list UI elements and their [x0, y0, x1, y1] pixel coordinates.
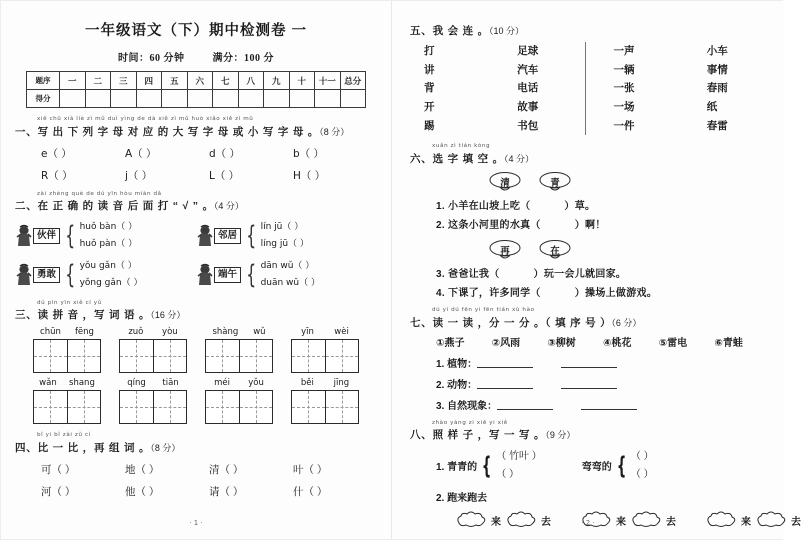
tianzige-pinyin	[33, 327, 101, 337]
page-right	[392, 1, 801, 539]
pinyin-option[interactable]: lín jū（ ）	[260, 222, 304, 233]
character-bubble[interactable]	[488, 171, 522, 193]
match-item[interactable]: 春雷	[706, 119, 728, 132]
score-col-total: 总分	[340, 72, 366, 90]
answer-slot[interactable]: （ ）	[630, 468, 654, 480]
tianzige-item	[291, 327, 377, 373]
tianzige-item	[33, 378, 119, 424]
tianzige-item	[119, 378, 205, 424]
pinyin-choice-item: 端午 { dān wǔ（ ） duān wǔ（ ）	[196, 258, 377, 291]
exam-meta	[15, 49, 377, 64]
match-item[interactable]: 纸	[706, 101, 718, 114]
section-7-title: 七、读 一 读 ，分 一 分 。（ 填 序 号 ）	[410, 316, 612, 329]
matching-column-left-targets	[495, 42, 580, 135]
pinyin-syllable: běi	[300, 378, 314, 389]
matching-exercise	[410, 42, 770, 135]
score-cell[interactable]	[111, 90, 137, 108]
score-cell[interactable]	[315, 90, 341, 108]
tianzige-pinyin	[119, 327, 187, 337]
score-col-5: 五	[162, 72, 188, 90]
section-6-title: 六、选 字 填 空 。	[410, 153, 504, 166]
pinyin-option[interactable]: yǒng gǎn（ ）	[79, 278, 143, 289]
word-build-item[interactable]: 清（ ）	[209, 463, 244, 476]
question-text: 2. 这条小河里的水真（	[436, 220, 541, 232]
score-col-2: 二	[85, 72, 111, 90]
score-table	[26, 71, 366, 108]
pinyin-syllable: fēng	[74, 327, 94, 338]
pinyin-options	[80, 258, 143, 291]
pattern-answers	[496, 448, 542, 483]
character-bubbles-group-1	[410, 171, 770, 193]
match-item[interactable]: 春雨	[706, 82, 728, 95]
match-item[interactable]: 一辆	[613, 63, 635, 76]
letter-item[interactable]: b（ ）	[293, 147, 325, 160]
pinyin-option[interactable]: duān wǔ（ ）	[260, 278, 320, 289]
letter-item[interactable]: L（ ）	[209, 169, 240, 182]
section-1	[15, 117, 377, 183]
match-item[interactable]: 一件	[613, 119, 635, 132]
section-2-points: （4 分）	[213, 201, 244, 212]
pinyin-option[interactable]: líng jū（ ）	[260, 238, 309, 249]
match-item[interactable]: 一张	[613, 82, 635, 95]
section-1-pinyin: xiě chū xià liè zì mǔ duì yìng de dà xiě zì mǔ huò xiǎo xiě zì mǔ	[37, 116, 254, 122]
pinyin-syllable: qíng	[127, 378, 146, 389]
section-4-row-1	[41, 462, 377, 477]
pattern-group: 1. 青青的 { （ 竹叶 ） （ ）	[436, 448, 542, 483]
section-3-pinyin: dú pīn yīn xiě cí yǔ	[37, 299, 102, 306]
pinyin-option[interactable]: huǒ pàn（ ）	[79, 238, 138, 249]
tianzige-pinyin	[291, 378, 359, 388]
tianzige-box[interactable]	[205, 390, 273, 424]
section-2-row-1	[15, 219, 377, 252]
section-3-heading	[15, 307, 377, 322]
match-item[interactable]: 背	[424, 82, 435, 95]
score-cell[interactable]	[264, 90, 290, 108]
category-line	[436, 376, 770, 391]
section-5	[410, 23, 770, 135]
cloud-word: 来	[741, 516, 751, 528]
cloud-word: 去	[666, 516, 676, 528]
section-4-points: （8 分）	[150, 442, 181, 453]
letter-item[interactable]: H（ ）	[293, 169, 326, 182]
match-item[interactable]: 开	[424, 101, 435, 114]
section-3-title: 三、读 拼 音 ，写 词 语 。	[15, 309, 151, 322]
word-build-item[interactable]: 请（ ）	[209, 485, 244, 498]
section-8-sub-question: 2. 跑来跑去	[436, 493, 488, 505]
section-8-title: 八、照 样 子 ，写 一 写 。	[410, 429, 546, 442]
section-7-pinyin: dú yi dú fēn yi fēn tián xù hào	[432, 307, 535, 314]
score-col-6: 六	[187, 72, 213, 90]
question-text-end: ）操场上做游戏。	[574, 288, 658, 300]
page-number-left: · 1 ·	[189, 519, 203, 527]
pinyin-syllable: yǒu	[248, 378, 264, 389]
matching-column-left	[410, 42, 495, 135]
pinyin-syllable: zuǒ	[128, 327, 144, 338]
score-cell[interactable]	[238, 90, 264, 108]
option-item[interactable]: ④桃花	[603, 337, 632, 349]
bubble-label: 青	[550, 178, 560, 190]
match-item[interactable]: 事情	[706, 63, 728, 76]
match-item[interactable]: 一声	[613, 45, 635, 57]
score-cell[interactable]	[187, 90, 213, 108]
option-item[interactable]: ①燕子	[436, 337, 465, 349]
matching-group-right	[585, 42, 771, 135]
category-label: 3. 自然现象：	[436, 400, 498, 412]
section-8-row-1	[436, 448, 770, 483]
pinyin-choice-item: 勇敢 { yǒu gǎn（ ） yǒng gǎn（ ）	[15, 258, 196, 291]
character-bubbles-group-2	[410, 239, 770, 261]
child-illustration-icon	[15, 264, 35, 286]
tianzige-pinyin	[33, 378, 101, 388]
section-4-row-2	[41, 484, 377, 499]
section-4	[15, 433, 377, 499]
pinyin-choice-item: 邻居 { lín jū（ ） líng jū（ ）	[196, 219, 377, 252]
fill-blank-question	[436, 265, 770, 280]
match-item[interactable]: 讲	[424, 63, 435, 76]
score-col-7: 七	[213, 72, 239, 90]
character-bubble[interactable]	[538, 239, 572, 261]
child-illustration-icon	[196, 225, 216, 247]
cloud-word: 来	[616, 516, 626, 528]
character-bubble[interactable]	[538, 171, 572, 193]
option-item[interactable]: ⑤雷电	[658, 337, 688, 349]
fill-blank-question	[436, 284, 770, 299]
question-text: 3. 爸爸让我（	[436, 269, 500, 281]
tianzige-pinyin	[291, 327, 359, 337]
answer-slot[interactable]: （ ）	[630, 451, 654, 463]
word-build-item[interactable]: 他（ ）	[125, 485, 160, 498]
section-6-pinyin: xuǎn zì tián kòng	[432, 143, 491, 150]
section-8-points: （9 分）	[545, 430, 576, 441]
matching-group-left	[410, 42, 581, 135]
pinyin-syllable: wǔ	[253, 327, 266, 338]
section-7	[410, 308, 770, 412]
word-label: 邻居	[214, 228, 241, 243]
tianzige-box[interactable]	[205, 339, 273, 373]
question-text: 1. 小羊在山坡上吃（	[436, 201, 531, 213]
score-col-3: 三	[111, 72, 137, 90]
match-item[interactable]: 打	[424, 45, 435, 57]
section-3	[15, 301, 377, 425]
section-2-heading	[15, 198, 377, 213]
bubble-label: 清	[500, 178, 510, 190]
answer-slot[interactable]: （ 竹叶 ）	[496, 451, 542, 463]
score-cell[interactable]	[136, 90, 162, 108]
match-item[interactable]: 故事	[517, 101, 539, 114]
tianzige-box[interactable]	[119, 390, 187, 424]
category-line	[436, 355, 770, 370]
word-build-item[interactable]: 可（ ）	[41, 463, 76, 476]
tianzige-box[interactable]	[33, 390, 101, 424]
pinyin-option[interactable]: huǒ bàn（ ）	[79, 222, 138, 233]
section-1-title: 一、写 出 下 列 字 母 对 应 的 大 写 字 母 或 小 写 字 母 。	[15, 125, 320, 138]
pinyin-syllable: shang	[69, 378, 95, 389]
pinyin-options	[80, 219, 138, 252]
section-2-title: 二、在 正 确 的 读 音 后 面 打 “ √ ” 。	[15, 200, 214, 213]
word-label: 勇敢	[33, 267, 60, 282]
word-build-item[interactable]: 河（ ）	[41, 485, 76, 498]
section-1-heading	[15, 124, 377, 139]
letter-item[interactable]: e（ ）	[41, 147, 72, 160]
answer-blank[interactable]	[477, 377, 533, 389]
section-1-points: （8 分）	[319, 126, 350, 137]
pinyin-options	[261, 258, 320, 291]
letter-item[interactable]: j（ ）	[125, 169, 153, 182]
section-2-row-2	[15, 258, 377, 291]
section-2-body	[15, 219, 377, 292]
match-item[interactable]: 汽车	[517, 63, 539, 76]
score-col-10: 十	[289, 72, 315, 90]
section-3-points: （16 分）	[150, 310, 186, 321]
answer-blank[interactable]	[497, 398, 553, 410]
score-cell[interactable]	[162, 90, 188, 108]
category-label: 2. 动物：	[436, 379, 478, 391]
question-text: 4. 下课了，许多同学（	[436, 288, 541, 300]
score-col-4: 四	[136, 72, 162, 90]
match-item[interactable]: 书包	[517, 119, 539, 132]
pinyin-syllable: tiān	[162, 378, 179, 389]
match-item[interactable]: 小车	[706, 45, 728, 57]
match-item[interactable]: 一场	[613, 101, 635, 114]
page-left	[1, 1, 392, 539]
word-build-item[interactable]: 地（ ）	[125, 463, 160, 476]
section-3-row-2	[33, 378, 377, 424]
question-text-end: ）啊！	[574, 220, 606, 232]
pattern-label: 弯弯的	[581, 462, 612, 474]
category-line	[436, 397, 770, 412]
tianzige-pinyin	[205, 378, 273, 388]
tianzige-item	[33, 327, 119, 373]
section-5-heading	[410, 23, 770, 38]
section-8-heading	[410, 427, 770, 442]
section-6-heading	[410, 151, 770, 166]
score-cell[interactable]	[340, 90, 366, 108]
child-illustration-icon	[15, 225, 35, 247]
score-table-row-label-1: 得分	[27, 90, 60, 108]
table-row-scores	[27, 90, 366, 108]
answer-blank[interactable]	[581, 398, 637, 410]
match-item[interactable]: 电话	[517, 82, 539, 95]
section-5-points: （10 分）	[488, 26, 524, 36]
pinyin-syllable: wǎn	[39, 378, 57, 389]
pinyin-syllable: yòu	[162, 327, 178, 338]
page-number-right: · 2 ·	[581, 519, 595, 527]
fill-blank-question	[436, 216, 770, 231]
tianzige-box[interactable]	[33, 339, 101, 373]
section-4-title: 四、比 一 比 ，再 组 词 。	[15, 441, 151, 454]
pinyin-syllable: chūn	[40, 327, 61, 338]
bubble-label: 在	[550, 246, 560, 258]
answer-blank[interactable]	[561, 356, 617, 368]
tianzige-pinyin	[119, 378, 187, 388]
score-col-11: 十一	[315, 72, 341, 90]
section-6-points: （4 分）	[503, 154, 534, 165]
option-item[interactable]: ②风雨	[491, 337, 521, 349]
score-cell[interactable]	[60, 90, 86, 108]
word-build-item[interactable]: 叶（ ）	[293, 463, 328, 476]
word-label: 伙伴	[33, 228, 60, 243]
pinyin-choice-item: 伙伴 { huǒ bàn（ ） huǒ pàn（ ）	[15, 219, 196, 252]
pinyin-syllable: shàng	[212, 327, 239, 338]
letter-item[interactable]: d（ ）	[209, 147, 241, 160]
answer-blank[interactable]	[561, 377, 617, 389]
cloud-word: 来	[491, 516, 501, 528]
question-text-end: ）玩一会儿就回家。	[533, 269, 627, 281]
answer-slot[interactable]: （ ）	[496, 468, 519, 480]
pinyin-options	[261, 219, 309, 252]
category-label: 1. 植物：	[436, 358, 478, 370]
section-2	[15, 192, 377, 292]
section-7-points: （6 分）	[611, 317, 642, 328]
pinyin-syllable: wèi	[334, 327, 349, 338]
character-bubble[interactable]	[488, 239, 522, 261]
section-4-pinyin: bǐ yi bǐ zài zǔ cí	[37, 432, 91, 439]
tianzige-item	[205, 378, 291, 424]
tianzige-box[interactable]	[291, 339, 359, 373]
section-4-heading	[15, 440, 377, 455]
pinyin-syllable: jīng	[333, 378, 350, 389]
section-8	[410, 419, 801, 531]
score-col-8: 八	[238, 72, 264, 90]
score-cell[interactable]	[289, 90, 315, 108]
question-text-end: ）草。	[564, 201, 596, 213]
pattern-label: 1. 青青的	[436, 462, 478, 474]
score-table-row-label-0: 题序	[27, 72, 60, 90]
word-label: 端午	[214, 267, 241, 282]
section-5-title: 五、我 会 连 。	[410, 25, 489, 37]
answer-blank[interactable]	[477, 356, 533, 368]
score-col-1: 一	[60, 72, 86, 90]
tianzige-box[interactable]	[119, 339, 187, 373]
score-cell[interactable]	[213, 90, 239, 108]
pattern-group: 弯弯的 { （ ） （ ）	[582, 448, 654, 483]
pinyin-option[interactable]: yǒu gǎn（ ）	[79, 261, 137, 272]
total-points-label: 满分：100 分	[212, 53, 274, 64]
letter-item[interactable]: R（ ）	[41, 169, 73, 182]
section-7-options	[436, 334, 770, 349]
pinyin-syllable: yīn	[301, 327, 314, 338]
section-3-row-1	[33, 327, 377, 373]
time-label: 时间：60 分钟	[118, 53, 185, 64]
letter-item[interactable]: A（ ）	[125, 147, 157, 160]
score-col-9: 九	[264, 72, 290, 90]
section-1-row-1	[41, 146, 377, 161]
pattern-answers	[631, 448, 654, 483]
section-6	[410, 144, 770, 299]
option-item[interactable]: ⑥青蛙	[714, 337, 743, 349]
fill-blank-question	[436, 197, 770, 212]
tianzige-item	[291, 378, 377, 424]
match-item[interactable]: 踢	[424, 119, 435, 132]
tianzige-item	[205, 327, 291, 373]
section-8-pinyin: zhào yàng zi xiě yi xiě	[432, 419, 508, 426]
pinyin-syllable: méi	[214, 378, 230, 389]
tianzige-item	[119, 327, 205, 373]
word-build-item[interactable]: 什（ ）	[293, 485, 328, 498]
bubble-label: 再	[500, 246, 510, 258]
option-item[interactable]: ③柳树	[547, 337, 576, 349]
table-row-question-numbers	[27, 72, 366, 90]
section-2-pinyin: zài zhèng què de dú yīn hòu miàn dǎ	[37, 190, 162, 197]
pinyin-option[interactable]: dān wǔ（ ）	[260, 261, 315, 272]
cloud-word: 去	[541, 516, 551, 528]
score-cell[interactable]	[85, 90, 111, 108]
matching-column-right-targets	[685, 42, 770, 135]
page-title: 一年级语文（下）期中检测卷 一	[84, 23, 308, 39]
tianzige-pinyin	[205, 327, 273, 337]
section-1-row-2	[41, 168, 377, 183]
matching-column-right	[600, 42, 685, 135]
cloud-word: 去	[791, 516, 801, 528]
section-7-heading	[410, 315, 770, 330]
child-illustration-icon	[196, 264, 216, 286]
match-item[interactable]: 足球	[517, 45, 539, 57]
tianzige-box[interactable]	[291, 390, 359, 424]
